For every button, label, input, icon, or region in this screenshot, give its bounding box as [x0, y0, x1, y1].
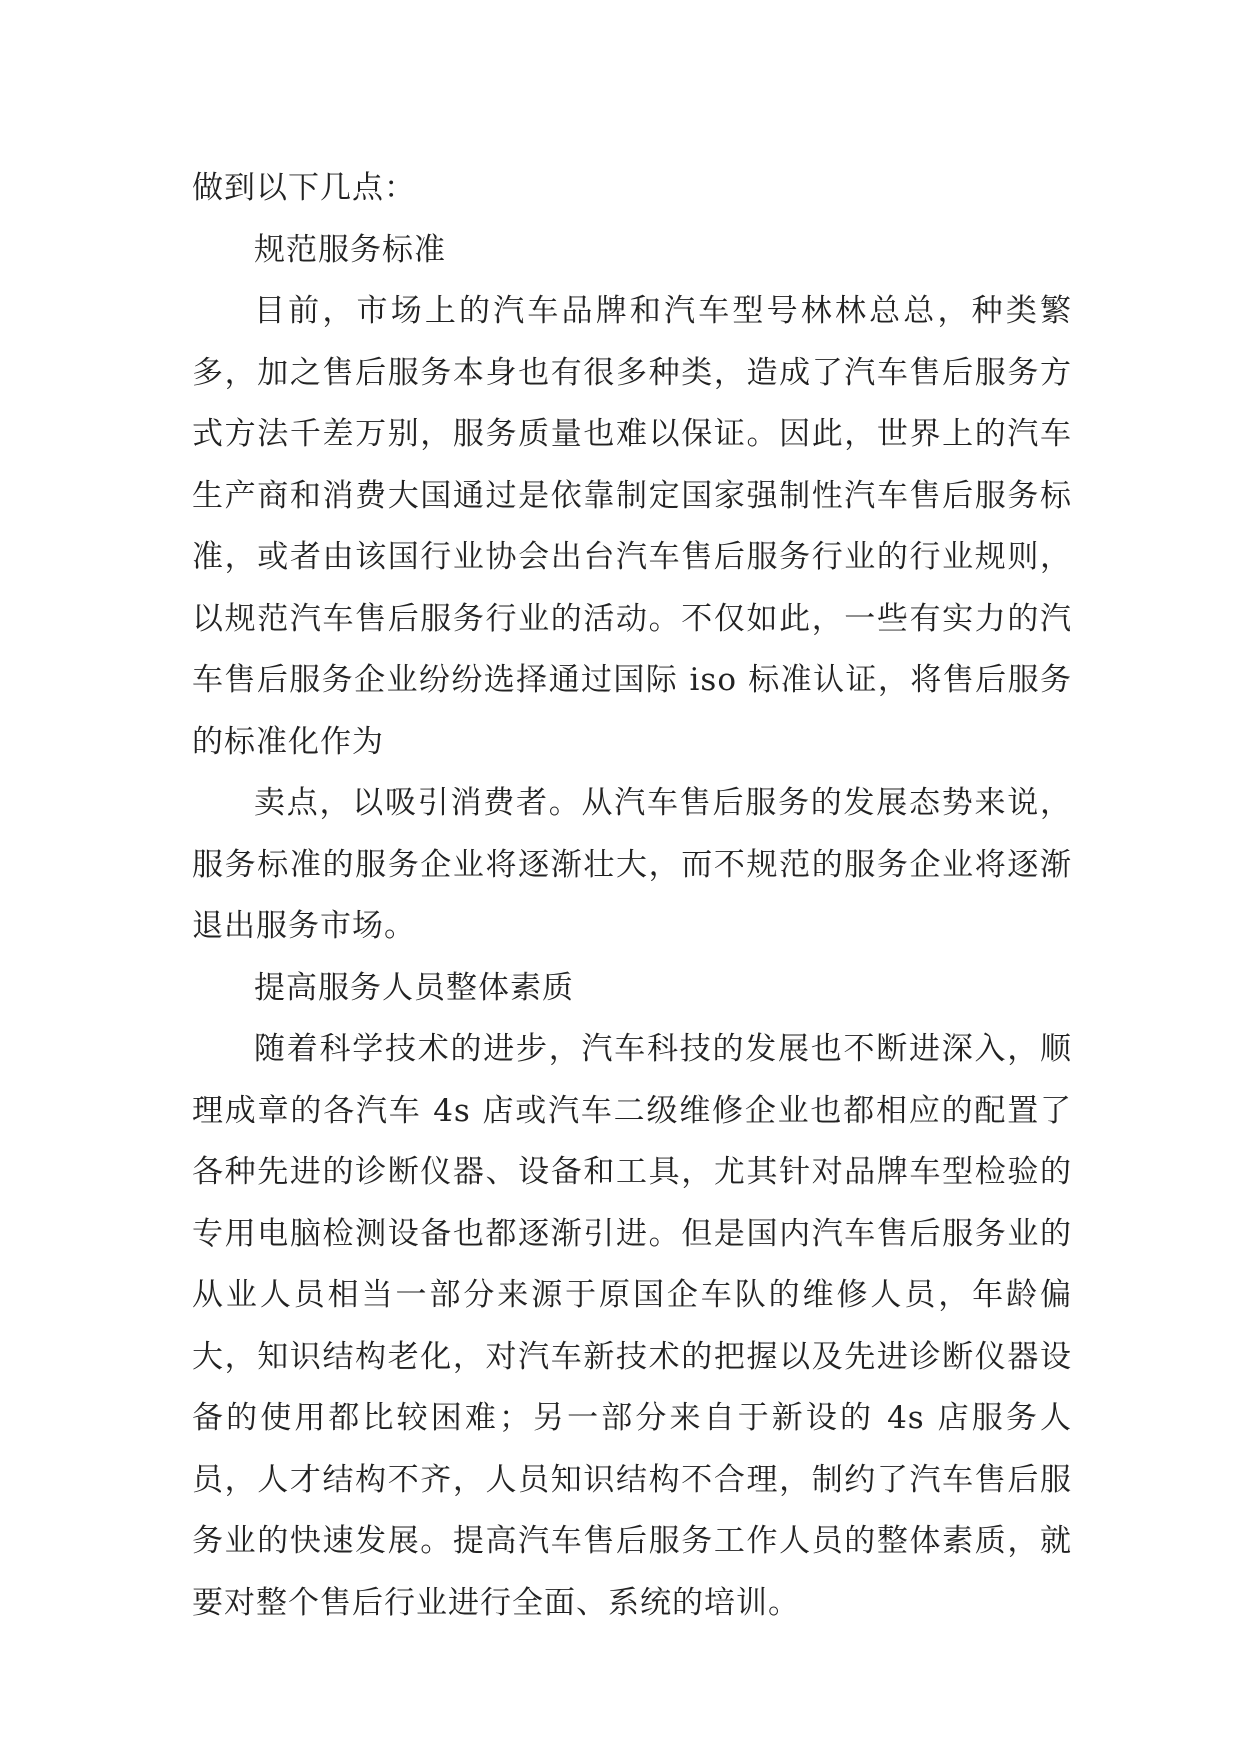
section-heading-service-standards: 规范服务标准 — [254, 231, 446, 268]
paragraph-selling-point: 卖点，以吸引消费者。从汽车售后服务的发展态势来说，服务标准的服务企业将逐渐壮大，而不规范的服务企业将逐渐退出服务市场。 — [192, 785, 1072, 944]
paragraph-staff-quality: 随着科学技术的进步，汽车科技的发展也不断进深入，顺理成章的各汽车 4s 店或汽车二级维修企业也都相应的配置了各种先进的诊断仪器、设备和工具，尤其针对品牌车型检验的专用电脑检测设备也都逐渐引进。但是国内汽车售后服务业的从业人员相当一部分来源于原国企车队的维修人员，年龄偏大，知识结构老化，对汽车新技术的把握以及先进诊断仪器设备的使用都比较困难；另一部分来自于新设的 4s 店服务人员，人才结构不齐，人员知识结构不合理，制约了汽车售后服务业的快速发展。提高汽车售后服务工作人员的整体素质，就要对整个售后行业进行全面、系统的培训。 — [192, 1031, 1072, 1621]
section-heading-staff-quality: 提高服务人员整体素质 — [254, 969, 574, 1006]
paragraph-intro: 做到以下几点： — [192, 170, 416, 206]
paragraph-service-standards: 目前，市场上的汽车品牌和汽车型号林林总总，种类繁多，加之售后服务本身也有很多种类，造成了汽车售后服务方式方法千差万别，服务质量也难以保证。因此，世界上的汽车生产商和消费大国通过是依靠制定国家强制性汽车售后服务标准，或者由该国行业协会出台汽车售后服务行业的行业规则，以规范汽车售后服务行业的活动。不仅如此，一些有实力的汽车售后服务企业纷纷选择通过国际 iso 标准认证，将售后服务的标准化作为 — [192, 293, 1072, 760]
document-body — [192, 158, 1072, 1634]
